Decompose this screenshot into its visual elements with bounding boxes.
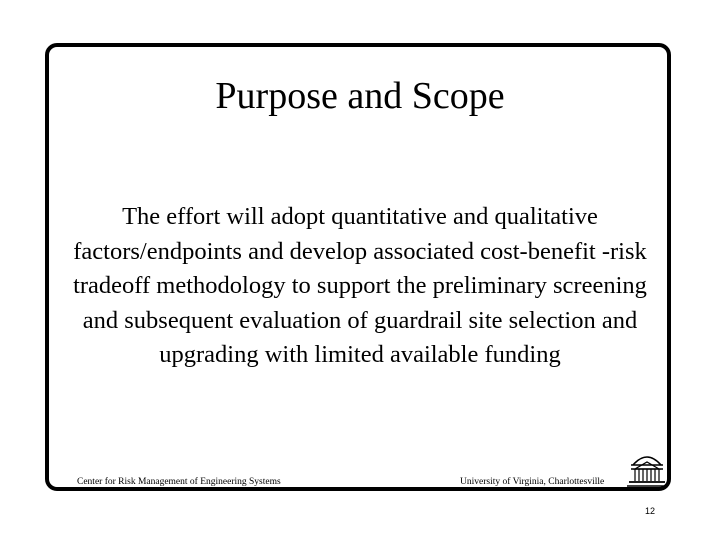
footer-university: University of Virginia, Charlottesville <box>460 477 605 487</box>
footer-organization: Center for Risk Management of Engineering Systems <box>77 477 281 487</box>
slide-body-text: The effort will adopt quantitative and qualitative factors/endpoints and develop associated cost-benefit -risk tradeoff methodology to support the preliminary screening and subsequent evaluation of guardrail site selection and upgrading with limited available funding <box>73 203 647 368</box>
page-number: 12 <box>645 506 656 516</box>
rotunda-logo-icon <box>625 447 669 491</box>
slide-title: Purpose and Scope <box>215 75 505 117</box>
